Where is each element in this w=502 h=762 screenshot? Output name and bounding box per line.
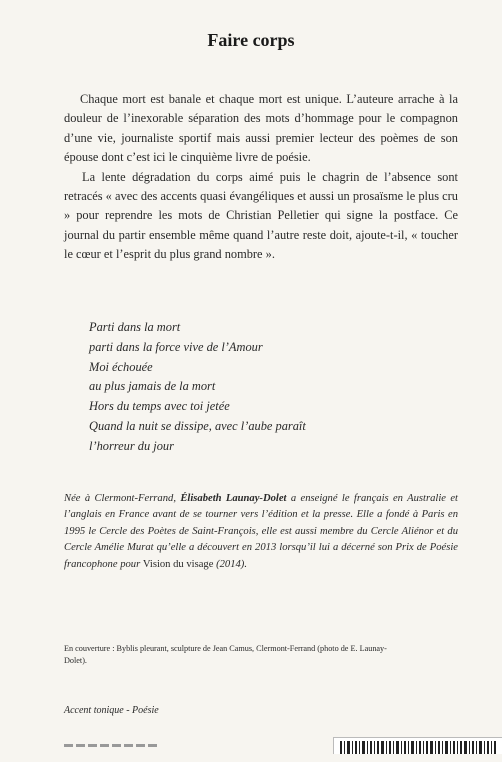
poem-line: Moi échouée <box>89 359 153 374</box>
poem-line: Quand la nuit se dissipe, avec l’aube paraît <box>89 418 306 433</box>
bio-prefix: Née à Clermont-Ferrand, <box>64 493 181 504</box>
summary-text <box>64 90 458 265</box>
summary-paragraph: La lente dégradation du corps aimé puis le chagrin de l’absence sont retracés « avec des accents quasi évangéliques et aussi un prosaïsme le plus cru » pour reprendre les mots de Christian Pelletier qui signe la postface. Ce journal du partir ensemble même quand l’autre reste doit, ajoute-t-il, « toucher le cœur et l’esprit du plus grand nombre ». <box>64 169 458 262</box>
bio-body: a enseigné le français en Australie et l’anglais en France avant de se tourner vers l’édition et la presse. Elle a fondé à Paris en 1995 le Cercle des Poètes de Saint-François, elle est aussi membre du Cercle Aliénor et du Cercle Amélie Murat qu’elle a découvert en 2013 lorsqu’il lui a décerné son Prix de Poésie francophone pour <box>64 493 458 570</box>
book-title: Faire corps <box>207 30 295 50</box>
poem-line: parti dans la force vive de l’Amour <box>89 339 263 354</box>
summary-paragraph: Chaque mort est banale et chaque mort est unique. L’auteure arrache à la douleur de l’inexorable séparation des mots d’hommage pour le compagnon d’une vie, journaliste sportif mais aussi premier lecteur des poèmes de son épouse dont c’est ici le cinquième livre de poésie. <box>64 92 458 165</box>
series-name: Accent tonique - Poésie <box>64 705 159 716</box>
poem-line: Hors du temps avec toi jetée <box>89 399 230 414</box>
poem-line: l’horreur du jour <box>89 438 174 453</box>
decorative-marks <box>64 744 184 753</box>
author-name: Élisabeth Launay-Dolet <box>180 493 287 504</box>
poem-excerpt <box>89 318 306 457</box>
author-bio <box>64 491 458 573</box>
bio-year: (2014). <box>213 558 247 570</box>
bio-book-title: Vision du visage <box>142 558 214 570</box>
poem-line: au plus jamais de la mort <box>89 379 216 394</box>
poem-line: Parti dans la mort <box>89 320 181 334</box>
barcode <box>333 737 502 754</box>
cover-credit: En couverture : Byblis pleurant, sculpture de Jean Camus, Clermont-Ferrand (photo de E. Launay-Dolet). <box>64 644 387 665</box>
